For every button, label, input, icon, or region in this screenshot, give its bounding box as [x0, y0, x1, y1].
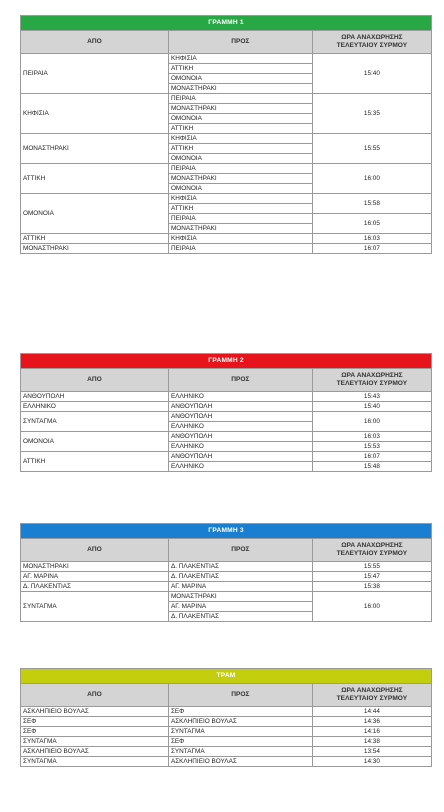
column-header-time-line2: ΤΕΛΕΥΤΑΙΟΥ ΣΥΡΜΟΥ [336, 42, 408, 49]
to-station: ΚΗΦΙΣΙΑ [168, 194, 312, 204]
departure-time: 14:36 [312, 717, 431, 727]
column-header-time-line1: ΩΡΑ ΑΝΑΧΩΡΗΣΗΣ [341, 372, 403, 379]
to-station: ΕΛΛΗΝΙΚΟ [168, 442, 312, 452]
departure-time: 16:00 [312, 412, 431, 432]
from-station: ΟΜΟΝΟΙΑ [21, 432, 169, 452]
column-header-time-line1: ΩΡΑ ΑΝΑΧΩΡΗΣΗΣ [341, 542, 403, 549]
table-row [21, 244, 432, 254]
table-title: ΓΡΑΜΜΗ 3 [21, 524, 432, 539]
departure-time: 15:43 [312, 392, 431, 402]
to-station: ΕΛΛΗΝΙΚΟ [168, 392, 312, 402]
departure-time: 15:55 [312, 562, 431, 572]
from-station: ΜΟΝΑΣΤΗΡΑΚΙ [21, 244, 169, 254]
to-station: ΚΗΦΙΣΙΑ [168, 134, 312, 144]
column-header-from: ΑΠΟ [21, 684, 169, 707]
to-station: ΜΟΝΑΣΤΗΡΑΚΙ [168, 84, 312, 94]
table-row [21, 234, 432, 244]
from-station: ΑΓ. ΜΑΡΙΝΑ [21, 572, 169, 582]
column-header-to: ΠΡΟΣ [168, 684, 312, 707]
table-row [21, 707, 432, 717]
to-station: ΑΤΤΙΚΗ [168, 124, 312, 134]
column-header-to: ΠΡΟΣ [168, 539, 312, 562]
schedule-table-3 [20, 523, 432, 622]
to-station: ΟΜΟΝΟΙΑ [168, 74, 312, 84]
column-header-time [312, 31, 431, 54]
departure-time: 14:30 [312, 757, 431, 767]
to-station: Δ. ΠΛΑΚΕΝΤΙΑΣ [168, 572, 312, 582]
table-row [21, 572, 432, 582]
column-header-from: ΑΠΟ [21, 539, 169, 562]
from-station: ΑΤΤΙΚΗ [21, 452, 169, 472]
from-station: ΜΟΝΑΣΤΗΡΑΚΙ [21, 134, 169, 164]
departure-time: 15:53 [312, 442, 431, 452]
to-station: ΚΗΦΙΣΙΑ [168, 54, 312, 64]
from-station: Δ. ΠΛΑΚΕΝΤΙΑΣ [21, 582, 169, 592]
to-station: Δ. ΠΛΑΚΕΝΤΙΑΣ [168, 612, 312, 622]
from-station: ΣΕΦ [21, 717, 169, 727]
departure-time: 16:03 [312, 234, 431, 244]
table-row [21, 402, 432, 412]
departure-time: 14:38 [312, 737, 431, 747]
table-row [21, 582, 432, 592]
departure-time: 16:05 [312, 214, 431, 234]
departure-time: 15:58 [312, 194, 431, 214]
departure-time: 16:03 [312, 432, 431, 442]
departure-time: 16:07 [312, 452, 431, 462]
table-row [21, 134, 432, 144]
from-station: ΣΥΝΤΑΓΜΑ [21, 737, 169, 747]
column-header-time [312, 369, 431, 392]
to-station: ΜΟΝΑΣΤΗΡΑΚΙ [168, 592, 312, 602]
column-header-from: ΑΠΟ [21, 369, 169, 392]
departure-time: 16:07 [312, 244, 431, 254]
to-station: ΠΕΙΡΑΙΑ [168, 244, 312, 254]
to-station: ΑΤΤΙΚΗ [168, 204, 312, 214]
column-header-time [312, 539, 431, 562]
column-header-time-line2: ΤΕΛΕΥΤΑΙΟΥ ΣΥΡΜΟΥ [336, 695, 408, 702]
column-header-to: ΠΡΟΣ [168, 369, 312, 392]
from-station: ΕΛΛΗΝΙΚΟ [21, 402, 169, 412]
table-row [21, 717, 432, 727]
to-station: ΣΥΝΤΑΓΜΑ [168, 747, 312, 757]
to-station: ΜΟΝΑΣΤΗΡΑΚΙ [168, 104, 312, 114]
column-header-time-line1: ΩΡΑ ΑΝΑΧΩΡΗΣΗΣ [341, 34, 403, 41]
to-station: Δ. ΠΛΑΚΕΝΤΙΑΣ [168, 562, 312, 572]
table-row [21, 727, 432, 737]
column-header-time [312, 684, 431, 707]
table-title: ΓΡΑΜΜΗ 2 [21, 354, 432, 369]
table-row [21, 164, 432, 174]
from-station: ΑΤΤΙΚΗ [21, 234, 169, 244]
table-row [21, 452, 432, 462]
to-station: ΠΕΙΡΑΙΑ [168, 94, 312, 104]
table-row [21, 54, 432, 64]
to-station: ΕΛΛΗΝΙΚΟ [168, 422, 312, 432]
table-row [21, 412, 432, 422]
schedule-table-1 [20, 15, 432, 254]
from-station: ΜΟΝΑΣΤΗΡΑΚΙ [21, 562, 169, 572]
departure-time: 15:38 [312, 582, 431, 592]
departure-time: 14:16 [312, 727, 431, 737]
to-station: ΟΜΟΝΟΙΑ [168, 184, 312, 194]
to-station: ΠΕΙΡΑΙΑ [168, 214, 312, 224]
to-station: ΑΓ. ΜΑΡΙΝΑ [168, 602, 312, 612]
departure-time: 15:35 [312, 94, 431, 134]
from-station: ΣΥΝΤΑΓΜΑ [21, 592, 169, 622]
from-station: ΑΣΚΛΗΠΙΕΙΟ ΒΟΥΛΑΣ [21, 707, 169, 717]
to-station: ΠΕΙΡΑΙΑ [168, 164, 312, 174]
column-header-time-line2: ΤΕΛΕΥΤΑΙΟΥ ΣΥΡΜΟΥ [336, 550, 408, 557]
from-station: ΟΜΟΝΟΙΑ [21, 194, 169, 234]
departure-time: 14:44 [312, 707, 431, 717]
departure-time: 16:00 [312, 592, 431, 622]
to-station: ΚΗΦΙΣΙΑ [168, 234, 312, 244]
from-station: ΠΕΙΡΑΙΑ [21, 54, 169, 94]
column-header-to: ΠΡΟΣ [168, 31, 312, 54]
column-header-time-line1: ΩΡΑ ΑΝΑΧΩΡΗΣΗΣ [341, 687, 403, 694]
to-station: ΑΤΤΙΚΗ [168, 144, 312, 154]
to-station: ΑΝΘΟΥΠΟΛΗ [168, 402, 312, 412]
to-station: ΑΓ. ΜΑΡΙΝΑ [168, 582, 312, 592]
table-row [21, 737, 432, 747]
table-row [21, 592, 432, 602]
to-station: ΣΕΦ [168, 737, 312, 747]
from-station: ΑΤΤΙΚΗ [21, 164, 169, 194]
table-title: ΤΡΑΜ [21, 669, 432, 684]
from-station: ΣΕΦ [21, 727, 169, 737]
departure-time: 15:48 [312, 462, 431, 472]
from-station: ΚΗΦΙΣΙΑ [21, 94, 169, 134]
departure-time: 16:00 [312, 164, 431, 194]
column-header-time-line2: ΤΕΛΕΥΤΑΙΟΥ ΣΥΡΜΟΥ [336, 380, 408, 387]
to-station: ΜΟΝΑΣΤΗΡΑΚΙ [168, 174, 312, 184]
to-station: ΑΝΘΟΥΠΟΛΗ [168, 452, 312, 462]
to-station: ΟΜΟΝΟΙΑ [168, 154, 312, 164]
schedule-table-4 [20, 668, 432, 767]
to-station: ΣΥΝΤΑΓΜΑ [168, 727, 312, 737]
table-row [21, 194, 432, 204]
column-header-from: ΑΠΟ [21, 31, 169, 54]
departure-time: 15:47 [312, 572, 431, 582]
to-station: ΑΤΤΙΚΗ [168, 64, 312, 74]
from-station: ΑΣΚΛΗΠΙΕΙΟ ΒΟΥΛΑΣ [21, 747, 169, 757]
departure-time: 13:54 [312, 747, 431, 757]
to-station: ΟΜΟΝΟΙΑ [168, 114, 312, 124]
departure-time: 15:40 [312, 402, 431, 412]
to-station: ΑΝΘΟΥΠΟΛΗ [168, 432, 312, 442]
from-station: ΣΥΝΤΑΓΜΑ [21, 412, 169, 432]
to-station: ΑΝΘΟΥΠΟΛΗ [168, 412, 312, 422]
schedule-table-2 [20, 353, 432, 472]
to-station: ΣΕΦ [168, 707, 312, 717]
to-station: ΕΛΛΗΝΙΚΟ [168, 462, 312, 472]
table-row [21, 757, 432, 767]
table-row [21, 94, 432, 104]
table-row [21, 562, 432, 572]
to-station: ΑΣΚΛΗΠΙΕΙΟ ΒΟΥΛΑΣ [168, 717, 312, 727]
to-station: ΑΣΚΛΗΠΙΕΙΟ ΒΟΥΛΑΣ [168, 757, 312, 767]
departure-time: 15:55 [312, 134, 431, 164]
departure-time: 15:40 [312, 54, 431, 94]
from-station: ΑΝΘΟΥΠΟΛΗ [21, 392, 169, 402]
table-row [21, 747, 432, 757]
table-row [21, 432, 432, 442]
table-title: ΓΡΑΜΜΗ 1 [21, 16, 432, 31]
to-station: ΜΟΝΑΣΤΗΡΑΚΙ [168, 224, 312, 234]
table-row [21, 392, 432, 402]
from-station: ΣΥΝΤΑΓΜΑ [21, 757, 169, 767]
